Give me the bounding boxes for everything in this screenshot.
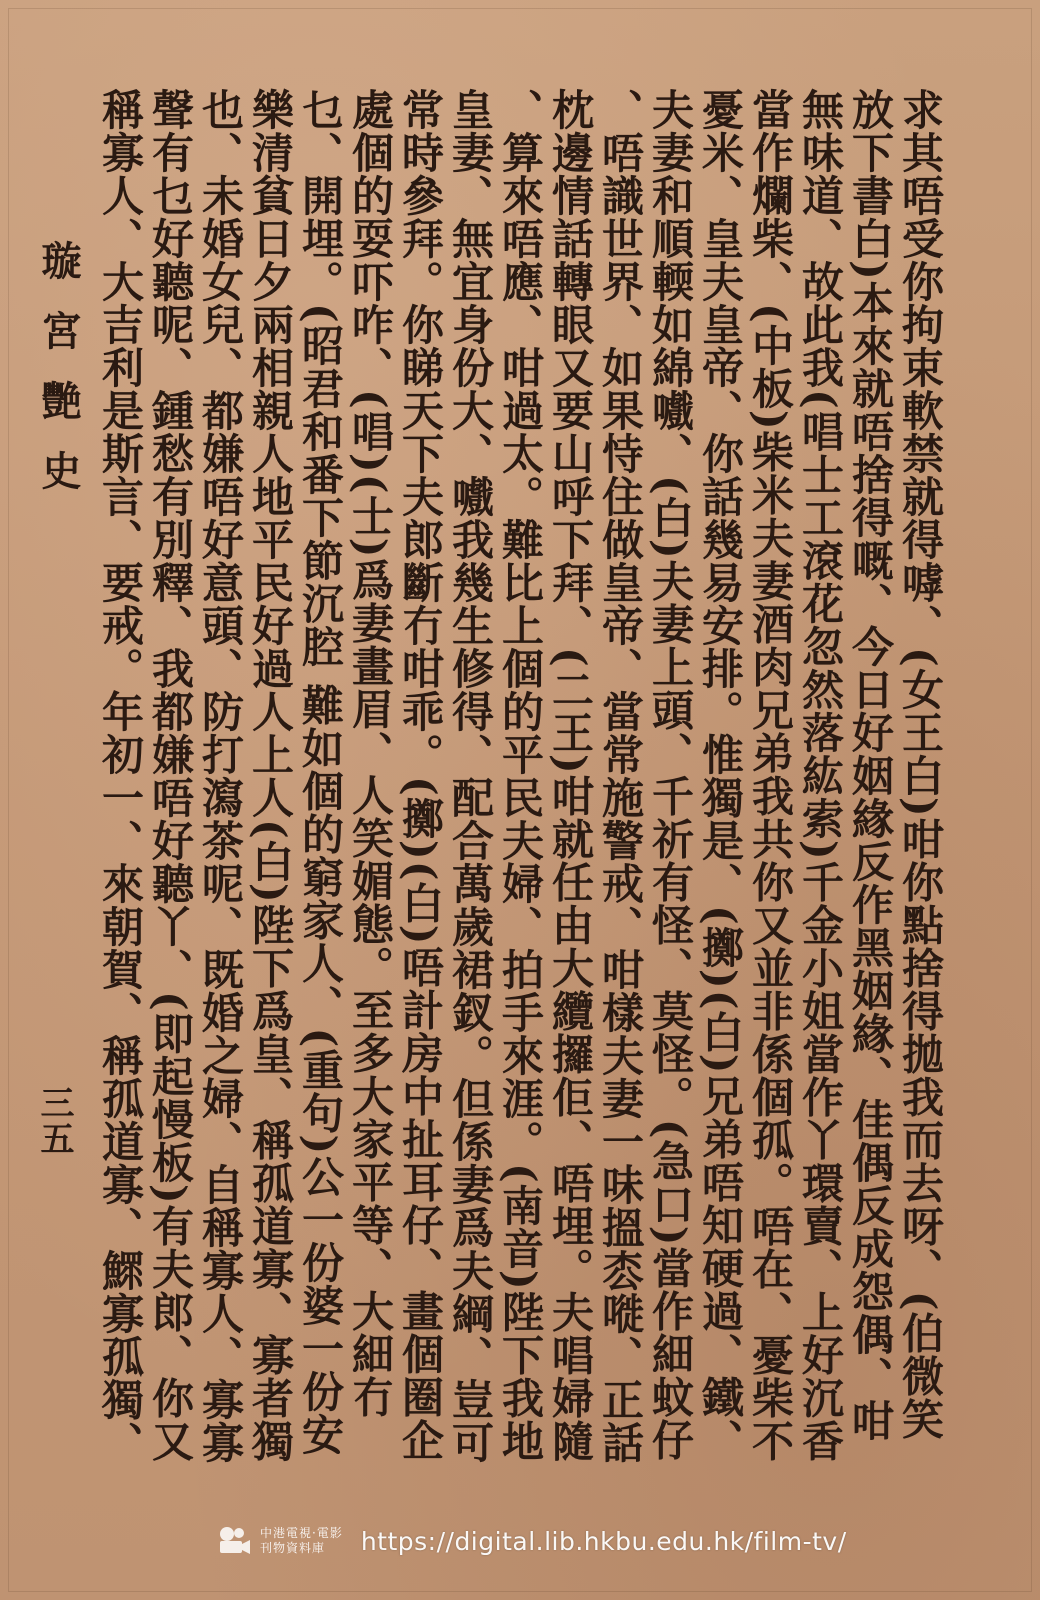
text-column: 、唔識世界、如果恃住做皇帝、當常施警戒、咁樣夫妻一味搵枩嘥、正話 [596,88,645,1464]
text-column: 常時參拜。你睇天下夫郎斷冇咁乖。(擲)(白)唔計房中扯耳仔、畫個圈企 [396,88,445,1462]
text-column: 憂米、皇夫皇帝、你話幾易安排。惟獨是、(擲)(白)兄弟唔知硬過、鐵、 [696,88,745,1462]
text-column: 皇妻、無宜身份大、嚱我幾生修得、配合萬歲裙釵。但係妻爲夫綱、豈可 [446,88,495,1464]
watermark-org [260,1526,343,1556]
watermark-org-line2: 刊物資料庫 [260,1541,326,1555]
text-column: 、算來唔應、咁過太。難比上個的平民夫婦、拍手來涯。(南音)陛下我地 [496,88,545,1463]
page-number: 三五 [34,1085,74,1157]
text-column: 當作爛柴、(中板)柴米夫妻酒肉兄弟我共你又並非係個孤。唔在、憂柴不 [746,88,795,1463]
text-column: 枕邊情話轉眼又要山呼下拜、(二王)咁就任由大纜攞佢、唔埋。夫唱婦隨 [546,88,595,1463]
text-column: 聲有乜好聽呢、鍾愁有別釋、我都嫌唔好聽丫、(即起慢板)有夫郎、你又 [146,88,195,1463]
text-column: 夫妻和順輭如綿嚱、(白)夫妻上頭、千祈有怪、莫怪。(急口)當作細蚊仔 [646,88,695,1462]
watermark [214,1522,847,1560]
text-column: 也、未婚女兒、都嫌唔好意頭、防打瀉茶呢、既婚之婦、自稱寡人、寡寡 [196,88,245,1464]
film-camera-logo-icon [214,1522,252,1560]
running-title: 璇宮艷史 [35,240,82,520]
text-column: 放下書白)本來就唔捨得嘅、今日好姻緣反作黑姻緣、佳偶反成怨偶、咁 [846,88,895,1442]
body-text [95,88,945,1464]
text-column: 處個的耍吓咋、(唱)(士)爲妻畫眉、人笑媚態。至多大家平等、大細冇 [346,88,395,1419]
text-column: 樂清貧日夕兩相親人地平民好過人上人(白)陛下爲皇、稱孤道寡、寡者獨 [246,88,295,1463]
text-column: 乜、開埋。(昭君和番下節沉腔 難如個的窮家人、(重句)公一份婆一份安 [296,88,345,1457]
text-column: 稱寡人、大吉利是斯言、要戒。年初一、來朝賀、稱孤道寡、鰥寡孤獨、 [96,88,145,1464]
watermark-org-line1: 中港電視·電影 [260,1526,343,1540]
watermark-url[interactable]: https://digital.lib.hkbu.edu.hk/film-tv/ [360,1526,847,1556]
text-column: 求其唔受你拘束軟禁就得嘑、(女王白)咁你點捨得拋我而去呀、(伯微笑 [896,88,945,1441]
text-column: 無味道、故此我(唱士工滾花忽然落紘索)千金小姐當作丫環賣、上好沉香 [796,88,845,1463]
